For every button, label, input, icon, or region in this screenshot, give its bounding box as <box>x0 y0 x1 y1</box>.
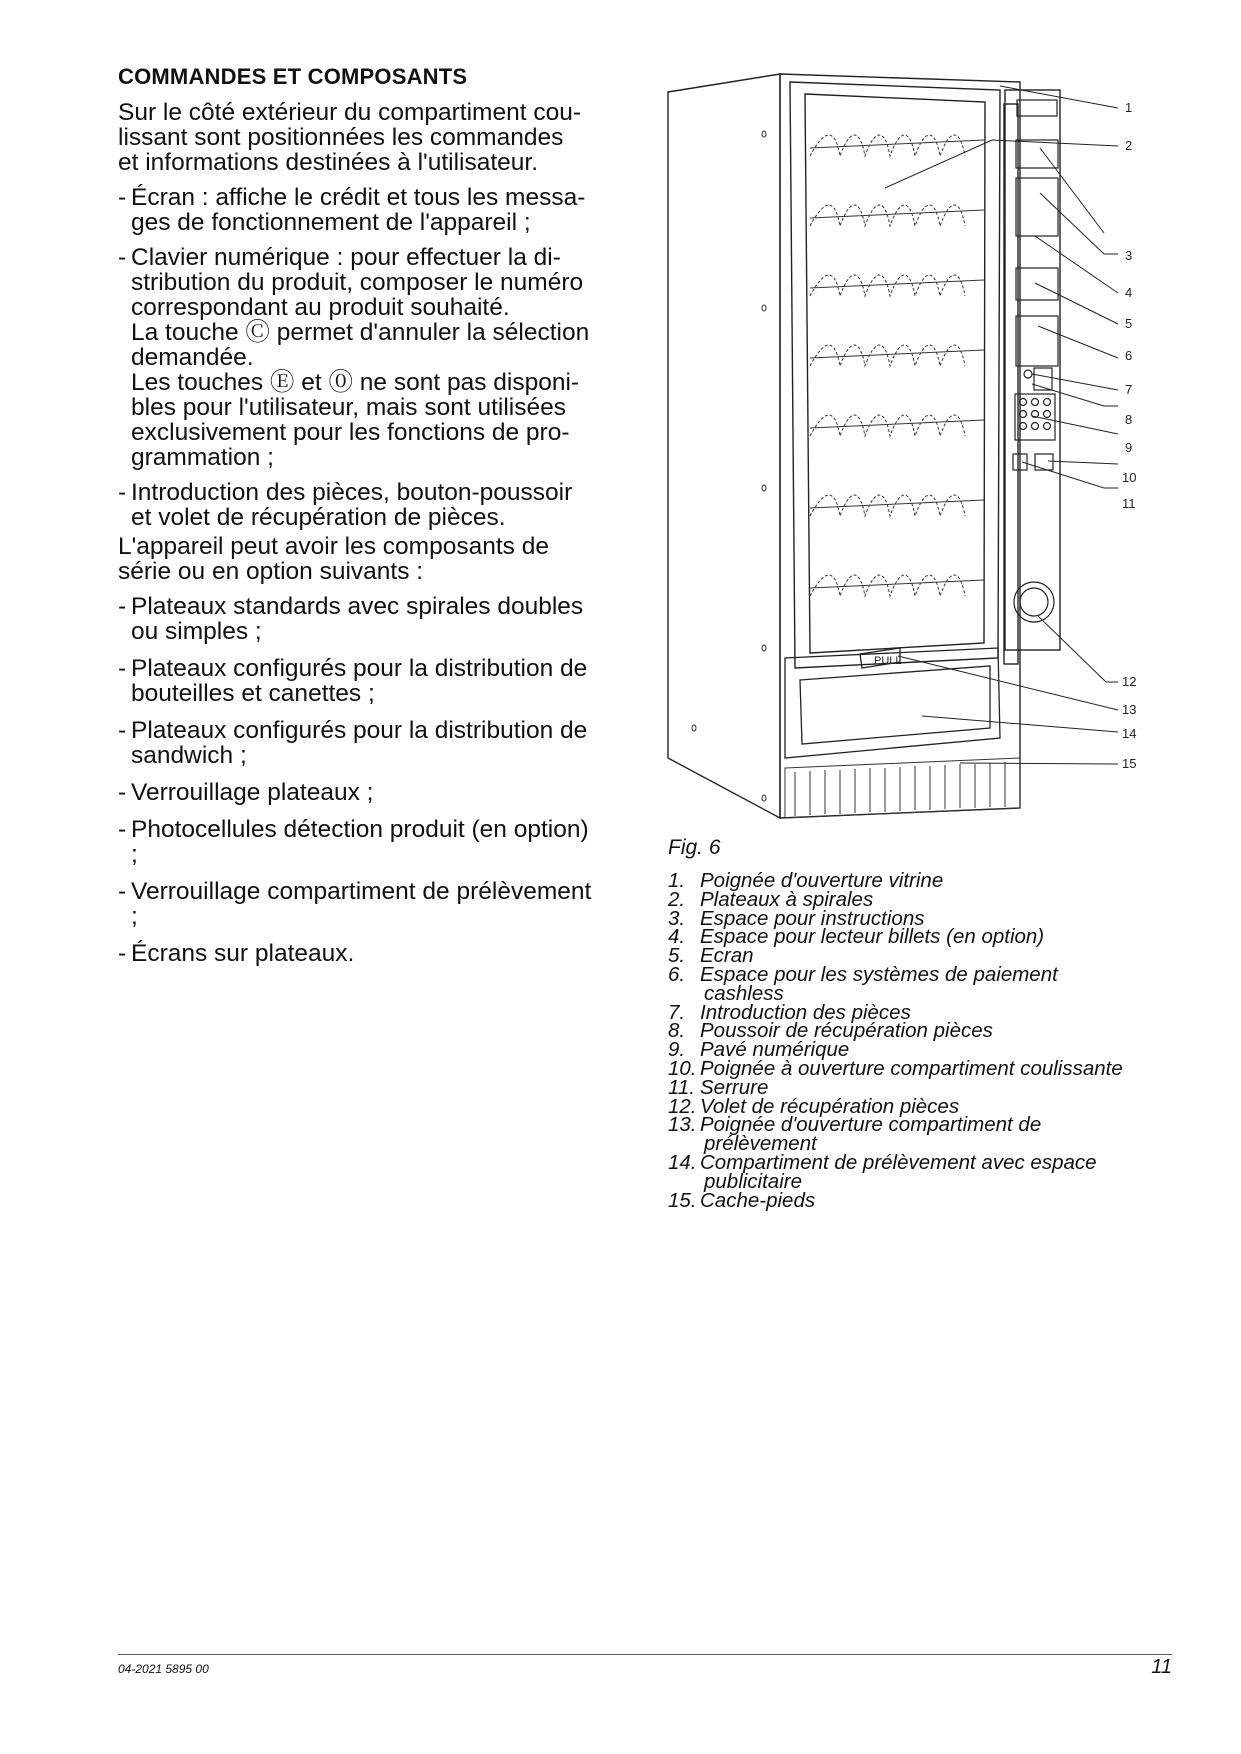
shelf-5 <box>810 415 984 436</box>
legend-text: Poignée d'ouverture vitrine <box>700 869 944 892</box>
legend-text: Cache-pieds <box>700 1188 816 1212</box>
pull-label: PULL <box>874 655 902 667</box>
legend-text: Plateaux à spirales <box>700 887 874 911</box>
footer-document-code: 04-2021 5895 00 <box>118 1662 209 1676</box>
text-line: L'appareil peut avoir les composants de <box>118 533 549 560</box>
legend-text: Compartiment de prélèvement avec espace <box>700 1150 1097 1174</box>
callout-10: 10 <box>1122 470 1137 485</box>
shelf-4 <box>810 345 984 366</box>
callout-7: 7 <box>1125 382 1133 397</box>
legend-number: 14. <box>668 1150 697 1174</box>
text-line: Écrans sur plateaux. <box>131 940 355 967</box>
legend-text: Poussoir de récupération pièces <box>700 1019 993 1043</box>
text-line: demandée. <box>131 344 254 371</box>
shelf-3 <box>810 275 984 296</box>
legend-text: cashless <box>704 981 784 1005</box>
footer-rule <box>118 1654 1172 1655</box>
legend-text: Poignée à ouverture compartiment coulissante <box>700 1056 1123 1080</box>
legend-text: prélèvement <box>704 1132 817 1156</box>
bullet-ecrans-plateaux <box>118 941 646 966</box>
vending-machine-drawing <box>660 68 1200 838</box>
text-line: bouteilles et canettes ; <box>131 680 375 707</box>
text-line: grammation ; <box>131 444 274 471</box>
text-line: Photocellules détection produit (en option) <box>131 816 589 843</box>
text-line: ges de fonctionnement de l'appareil ; <box>131 209 531 236</box>
text-line: correspondant au produit souhaité. <box>131 294 510 321</box>
legend-number: 15. <box>668 1188 697 1212</box>
bullet-dash: - <box>118 717 127 744</box>
legend-number: 3. <box>668 906 686 930</box>
text-line: Plateaux configurés pour la distribution de <box>131 655 588 682</box>
callout-11: 11 <box>1122 496 1136 511</box>
bullet-plateaux-standards <box>118 594 646 644</box>
bullet-dash: - <box>118 779 127 806</box>
shelf-6 <box>810 495 984 516</box>
legend-text: Ecran <box>700 944 754 968</box>
callout-9: 9 <box>1125 440 1133 455</box>
text-line: ou simples ; <box>131 618 262 645</box>
callout-13: 13 <box>1122 702 1137 717</box>
figure-legend <box>668 869 1208 1212</box>
cashless-space <box>1016 316 1058 366</box>
shelf-7 <box>810 575 984 596</box>
glass-door <box>790 82 1000 668</box>
glass-pane <box>805 94 985 653</box>
main-text-column <box>118 64 646 976</box>
text-line: Verrouillage plateaux ; <box>131 779 374 806</box>
legend-text: publicitaire <box>704 1169 802 1193</box>
handle-slot <box>1017 100 1057 116</box>
components-paragraph <box>118 534 646 584</box>
legend-text: Espace pour instructions <box>700 906 925 930</box>
text-line: Plateaux standards avec spirales doubles <box>131 593 584 620</box>
legend-item <box>668 1150 1208 1193</box>
side-holes <box>692 131 766 801</box>
legend-number: 12. <box>668 1094 697 1118</box>
bullet-dash: - <box>118 816 127 843</box>
callout-12: 12 <box>1122 674 1137 689</box>
callout-8: 8 <box>1125 412 1133 427</box>
text-line: ; <box>131 903 138 930</box>
foot-cover <box>785 758 1020 818</box>
legend-item <box>668 1113 1208 1156</box>
text-line: sandwich ; <box>131 742 247 769</box>
text-line: série ou en option suivants : <box>118 558 424 585</box>
text-line: Introduction des pièces, bouton-poussoir <box>131 479 573 506</box>
bullet-verrouillage-plateaux <box>118 780 646 805</box>
legend-text: Serrure <box>700 1075 769 1099</box>
body-text <box>118 100 646 966</box>
legend-text: Poignée d'ouverture compartiment de <box>700 1113 1042 1137</box>
coin-return-button <box>1024 370 1032 378</box>
bullet-clavier <box>118 245 646 470</box>
text-line: ; <box>131 841 138 868</box>
advertising-space <box>800 666 990 744</box>
text-line: exclusivement pour les fonctions de pro- <box>131 419 570 446</box>
legend-item <box>668 1188 1208 1212</box>
shelf-1 <box>810 135 984 156</box>
section-heading: COMMANDES ET COMPOSANTS <box>118 64 468 89</box>
shelf-2 <box>810 205 984 226</box>
text-line: et volet de récupération de pièces. <box>131 504 506 531</box>
bullet-dash: - <box>118 244 127 271</box>
legend-text: Pavé numérique <box>700 1038 850 1062</box>
bullet-pieces <box>118 480 646 530</box>
legend-number: 9. <box>668 1038 686 1062</box>
keypad-keys <box>1020 399 1051 430</box>
legend-text: Espace pour lecteur billets (en option) <box>700 925 1045 949</box>
slide-handle <box>1035 454 1053 470</box>
legend-number: 6. <box>668 962 686 986</box>
legend-number: 5. <box>668 944 686 968</box>
machine-side-panel <box>668 74 780 818</box>
legend-number: 10. <box>668 1056 697 1080</box>
bullet-verrouillage-compartiment <box>118 879 646 929</box>
spiral-shelves <box>810 135 984 596</box>
bullet-dash: - <box>118 655 127 682</box>
bullet-plateaux-bouteilles <box>118 656 646 706</box>
legend-text: Espace pour les systèmes de paiement <box>700 962 1058 986</box>
callout-1: 1 <box>1125 100 1133 115</box>
figure-caption: Fig. 6 <box>668 836 721 859</box>
text-line: lissant sont positionnées les commandes <box>118 124 564 151</box>
legend-number: 8. <box>668 1019 686 1043</box>
bill-reader-space <box>1016 178 1058 236</box>
callout-2: 2 <box>1125 138 1133 153</box>
text-line: Sur le côté extérieur du compartiment cou- <box>118 99 581 126</box>
callout-14: 14 <box>1122 726 1137 741</box>
legend-text: Volet de récupération pièces <box>700 1094 960 1118</box>
bullet-plateaux-sandwich <box>118 718 646 768</box>
callout-5: 5 <box>1125 316 1133 331</box>
bullet-dash: - <box>118 184 127 211</box>
text-line: stribution du produit, composer le numéro <box>131 269 584 296</box>
legend-number: 13. <box>668 1113 697 1137</box>
legend-text: Introduction des pièces <box>700 1000 911 1024</box>
text-line: Les touches Ⓔ et ⓪ ne sont pas disponi- <box>131 369 580 396</box>
callout-numbers <box>1122 100 1136 771</box>
callout-4: 4 <box>1125 285 1133 300</box>
legend-number: 11. <box>668 1075 695 1099</box>
text-line: et informations destinées à l'utilisateur. <box>118 149 539 176</box>
legend-number: 2. <box>668 887 686 911</box>
vending-machine-figure <box>660 68 1200 838</box>
page-number: 11 <box>1151 1656 1172 1678</box>
text-line: Plateaux configurés pour la distribution de <box>131 717 588 744</box>
callout-6: 6 <box>1125 348 1133 363</box>
bullet-dash: - <box>118 940 127 967</box>
bullet-photocellules <box>118 817 646 867</box>
intro-paragraph <box>118 100 646 175</box>
legend-number: 1. <box>668 869 686 892</box>
legend-item <box>668 962 1208 1005</box>
bullet-dash: - <box>118 878 127 905</box>
legend-number: 4. <box>668 925 686 949</box>
callout-15: 15 <box>1122 756 1137 771</box>
text-line: Verrouillage compartiment de prélèvement <box>131 878 592 905</box>
text-line: La touche Ⓒ permet d'annuler la sélection <box>131 319 590 346</box>
legend-number: 7. <box>668 1000 686 1024</box>
callout-3: 3 <box>1125 248 1133 263</box>
coin-slot <box>1034 368 1052 390</box>
text-line: Clavier numérique : pour effectuer la di- <box>131 244 561 271</box>
bullet-dash: - <box>118 479 127 506</box>
bullet-dash: - <box>118 593 127 620</box>
bullet-ecran <box>118 185 646 235</box>
text-line: Écran : affiche le crédit et tous les messa- <box>131 184 586 211</box>
text-line: bles pour l'utilisateur, mais sont utilisées <box>131 394 566 421</box>
